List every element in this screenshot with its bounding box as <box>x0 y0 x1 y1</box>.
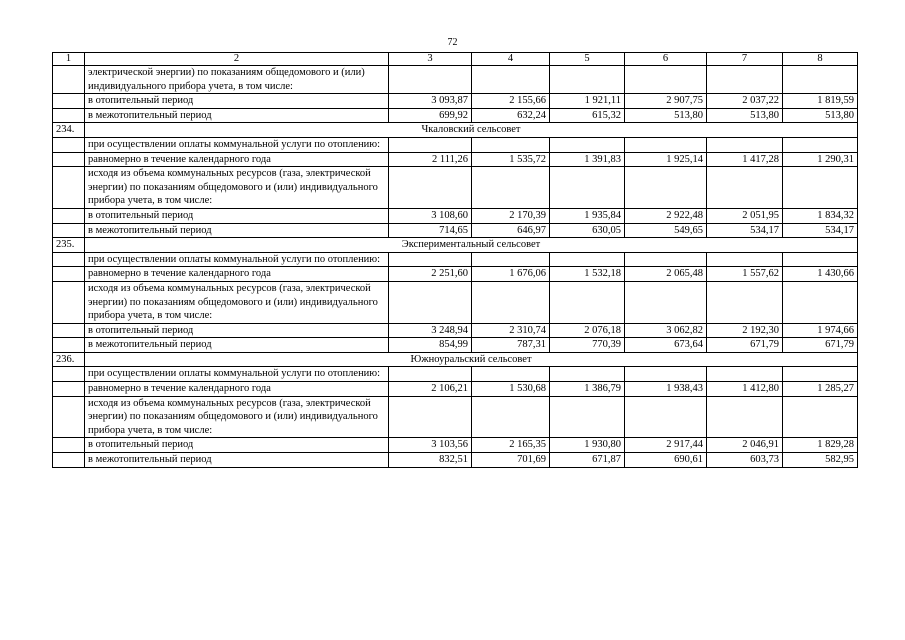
value-cell: 2 155,66 <box>472 94 550 109</box>
section-row <box>53 238 858 253</box>
description-text: исходя из объема коммунальных ресурсов (газа, электрической энергии) по показаниям общедомового и (или) индивидуального прибора учета, в том числе: <box>85 396 389 438</box>
value-cell: 2 076,18 <box>550 323 625 338</box>
description-text: при осуществлении оплаты коммунальной услуги по отоплению: <box>85 137 389 152</box>
empty-cell <box>53 453 85 468</box>
empty-cell <box>707 281 783 323</box>
table-row <box>53 338 858 353</box>
row-label: в межотопительный период <box>85 453 389 468</box>
value-cell: 1 938,43 <box>625 382 707 397</box>
value-cell: 1 532,18 <box>550 267 625 282</box>
value-cell: 701,69 <box>472 453 550 468</box>
row-label: в межотопительный период <box>85 108 389 123</box>
value-cell: 690,61 <box>625 453 707 468</box>
empty-cell <box>783 66 858 94</box>
description-row <box>53 167 858 209</box>
description-row <box>53 281 858 323</box>
column-header-2: 2 <box>85 53 389 66</box>
value-cell: 534,17 <box>707 223 783 238</box>
empty-cell <box>53 323 85 338</box>
empty-cell <box>472 137 550 152</box>
value-cell: 615,32 <box>550 108 625 123</box>
empty-cell <box>625 367 707 382</box>
column-header-5: 5 <box>550 53 625 66</box>
empty-cell <box>472 281 550 323</box>
value-cell: 1 925,14 <box>625 152 707 167</box>
value-cell: 1 430,66 <box>783 267 858 282</box>
empty-cell <box>53 281 85 323</box>
empty-cell <box>53 396 85 438</box>
description-text: при осуществлении оплаты коммунальной услуги по отоплению: <box>85 252 389 267</box>
value-cell: 2 251,60 <box>389 267 472 282</box>
empty-cell <box>53 438 85 453</box>
empty-cell <box>389 66 472 94</box>
empty-cell <box>707 137 783 152</box>
value-cell: 1 974,66 <box>783 323 858 338</box>
column-header-4: 4 <box>472 53 550 66</box>
value-cell: 671,79 <box>707 338 783 353</box>
value-cell: 832,51 <box>389 453 472 468</box>
value-cell: 1 290,31 <box>783 152 858 167</box>
value-cell: 2 111,26 <box>389 152 472 167</box>
value-cell: 2 065,48 <box>625 267 707 282</box>
table-row <box>53 152 858 167</box>
description-row <box>53 252 858 267</box>
empty-cell <box>53 167 85 209</box>
row-label: в отопительный период <box>85 208 389 223</box>
empty-cell <box>550 396 625 438</box>
value-cell: 1 819,59 <box>783 94 858 109</box>
section-number: 236. <box>53 352 85 367</box>
value-cell: 1 930,80 <box>550 438 625 453</box>
empty-cell <box>783 396 858 438</box>
column-header-7: 7 <box>707 53 783 66</box>
column-header-row <box>53 53 858 66</box>
empty-cell <box>550 252 625 267</box>
description-row <box>53 367 858 382</box>
value-cell: 2 051,95 <box>707 208 783 223</box>
section-row <box>53 352 858 367</box>
section-number: 235. <box>53 238 85 253</box>
empty-cell <box>53 94 85 109</box>
empty-cell <box>53 66 85 94</box>
empty-cell <box>625 281 707 323</box>
empty-cell <box>707 167 783 209</box>
value-cell: 2 037,22 <box>707 94 783 109</box>
row-label: в межотопительный период <box>85 223 389 238</box>
value-cell: 2 170,39 <box>472 208 550 223</box>
value-cell: 582,95 <box>783 453 858 468</box>
empty-cell <box>707 66 783 94</box>
empty-cell <box>550 281 625 323</box>
table-row <box>53 108 858 123</box>
row-label: равномерно в течение календарного года <box>85 382 389 397</box>
value-cell: 699,92 <box>389 108 472 123</box>
description-text: при осуществлении оплаты коммунальной услуги по отоплению: <box>85 367 389 382</box>
value-cell: 3 103,56 <box>389 438 472 453</box>
value-cell: 1 921,11 <box>550 94 625 109</box>
column-header-6: 6 <box>625 53 707 66</box>
description-row <box>53 137 858 152</box>
value-cell: 1 391,83 <box>550 152 625 167</box>
value-cell: 673,64 <box>625 338 707 353</box>
empty-cell <box>472 252 550 267</box>
empty-cell <box>53 267 85 282</box>
empty-cell <box>472 66 550 94</box>
value-cell: 1 829,28 <box>783 438 858 453</box>
value-cell: 2 917,44 <box>625 438 707 453</box>
value-cell: 671,79 <box>783 338 858 353</box>
column-header-1: 1 <box>53 53 85 66</box>
empty-cell <box>53 252 85 267</box>
value-cell: 646,97 <box>472 223 550 238</box>
value-cell: 3 108,60 <box>389 208 472 223</box>
row-label: равномерно в течение календарного года <box>85 267 389 282</box>
value-cell: 2 046,91 <box>707 438 783 453</box>
value-cell: 2 310,74 <box>472 323 550 338</box>
empty-cell <box>53 338 85 353</box>
empty-cell <box>53 152 85 167</box>
empty-cell <box>550 167 625 209</box>
value-cell: 513,80 <box>625 108 707 123</box>
empty-cell <box>389 137 472 152</box>
value-cell: 513,80 <box>783 108 858 123</box>
value-cell: 1 412,80 <box>707 382 783 397</box>
value-cell: 1 530,68 <box>472 382 550 397</box>
row-label: в отопительный период <box>85 438 389 453</box>
value-cell: 1 834,32 <box>783 208 858 223</box>
value-cell: 1 417,28 <box>707 152 783 167</box>
description-row <box>53 66 858 94</box>
value-cell: 1 535,72 <box>472 152 550 167</box>
empty-cell <box>389 281 472 323</box>
settlement-name: Экспериментальный сельсовет <box>85 238 858 253</box>
value-cell: 1 285,27 <box>783 382 858 397</box>
value-cell: 671,87 <box>550 453 625 468</box>
value-cell: 2 907,75 <box>625 94 707 109</box>
empty-cell <box>783 281 858 323</box>
section-row <box>53 123 858 138</box>
empty-cell <box>53 223 85 238</box>
empty-cell <box>625 252 707 267</box>
empty-cell <box>783 167 858 209</box>
value-cell: 2 192,30 <box>707 323 783 338</box>
value-cell: 787,31 <box>472 338 550 353</box>
tariff-table <box>52 52 858 468</box>
empty-cell <box>783 367 858 382</box>
description-text: исходя из объема коммунальных ресурсов (газа, электрической энергии) по показаниям общедомового и (или) индивидуального прибора учета, в том числе: <box>85 167 389 209</box>
empty-cell <box>625 396 707 438</box>
empty-cell <box>389 367 472 382</box>
empty-cell <box>472 367 550 382</box>
value-cell: 1 676,06 <box>472 267 550 282</box>
table-row <box>53 267 858 282</box>
empty-cell <box>707 252 783 267</box>
table-row <box>53 94 858 109</box>
value-cell: 632,24 <box>472 108 550 123</box>
column-header-3: 3 <box>389 53 472 66</box>
page-number: 72 <box>447 37 458 48</box>
empty-cell <box>472 167 550 209</box>
empty-cell <box>53 382 85 397</box>
empty-cell <box>53 367 85 382</box>
row-label: равномерно в течение календарного года <box>85 152 389 167</box>
empty-cell <box>625 66 707 94</box>
empty-cell <box>550 137 625 152</box>
empty-cell <box>53 208 85 223</box>
row-label: в межотопительный период <box>85 338 389 353</box>
value-cell: 3 062,82 <box>625 323 707 338</box>
value-cell: 3 093,87 <box>389 94 472 109</box>
table-row <box>53 438 858 453</box>
table-row <box>53 453 858 468</box>
value-cell: 2 165,35 <box>472 438 550 453</box>
table-row <box>53 208 858 223</box>
empty-cell <box>625 167 707 209</box>
value-cell: 2 106,21 <box>389 382 472 397</box>
empty-cell <box>389 252 472 267</box>
empty-cell <box>783 252 858 267</box>
value-cell: 513,80 <box>707 108 783 123</box>
value-cell: 603,73 <box>707 453 783 468</box>
value-cell: 1 557,62 <box>707 267 783 282</box>
value-cell: 1 386,79 <box>550 382 625 397</box>
settlement-name: Южноуральский сельсовет <box>85 352 858 367</box>
empty-cell <box>707 367 783 382</box>
value-cell: 549,65 <box>625 223 707 238</box>
value-cell: 1 935,84 <box>550 208 625 223</box>
empty-cell <box>550 66 625 94</box>
settlement-name: Чкаловский сельсовет <box>85 123 858 138</box>
value-cell: 854,99 <box>389 338 472 353</box>
description-text: исходя из объема коммунальных ресурсов (газа, электрической энергии) по показаниям общедомового и (или) индивидуального прибора учета, в том числе: <box>85 281 389 323</box>
section-number: 234. <box>53 123 85 138</box>
empty-cell <box>389 396 472 438</box>
value-cell: 714,65 <box>389 223 472 238</box>
table-row <box>53 382 858 397</box>
value-cell: 630,05 <box>550 223 625 238</box>
column-header-8: 8 <box>783 53 858 66</box>
table-row <box>53 223 858 238</box>
value-cell: 2 922,48 <box>625 208 707 223</box>
row-label: в отопительный период <box>85 94 389 109</box>
empty-cell <box>472 396 550 438</box>
description-row <box>53 396 858 438</box>
empty-cell <box>389 167 472 209</box>
value-cell: 534,17 <box>783 223 858 238</box>
empty-cell <box>53 108 85 123</box>
empty-cell <box>707 396 783 438</box>
empty-cell <box>625 137 707 152</box>
empty-cell <box>550 367 625 382</box>
empty-cell <box>783 137 858 152</box>
table-row <box>53 323 858 338</box>
row-label: в отопительный период <box>85 323 389 338</box>
value-cell: 770,39 <box>550 338 625 353</box>
value-cell: 3 248,94 <box>389 323 472 338</box>
description-text: электрической энергии) по показаниям общедомового и (или) индивидуального прибора учета, в том числе: <box>85 66 389 94</box>
empty-cell <box>53 137 85 152</box>
